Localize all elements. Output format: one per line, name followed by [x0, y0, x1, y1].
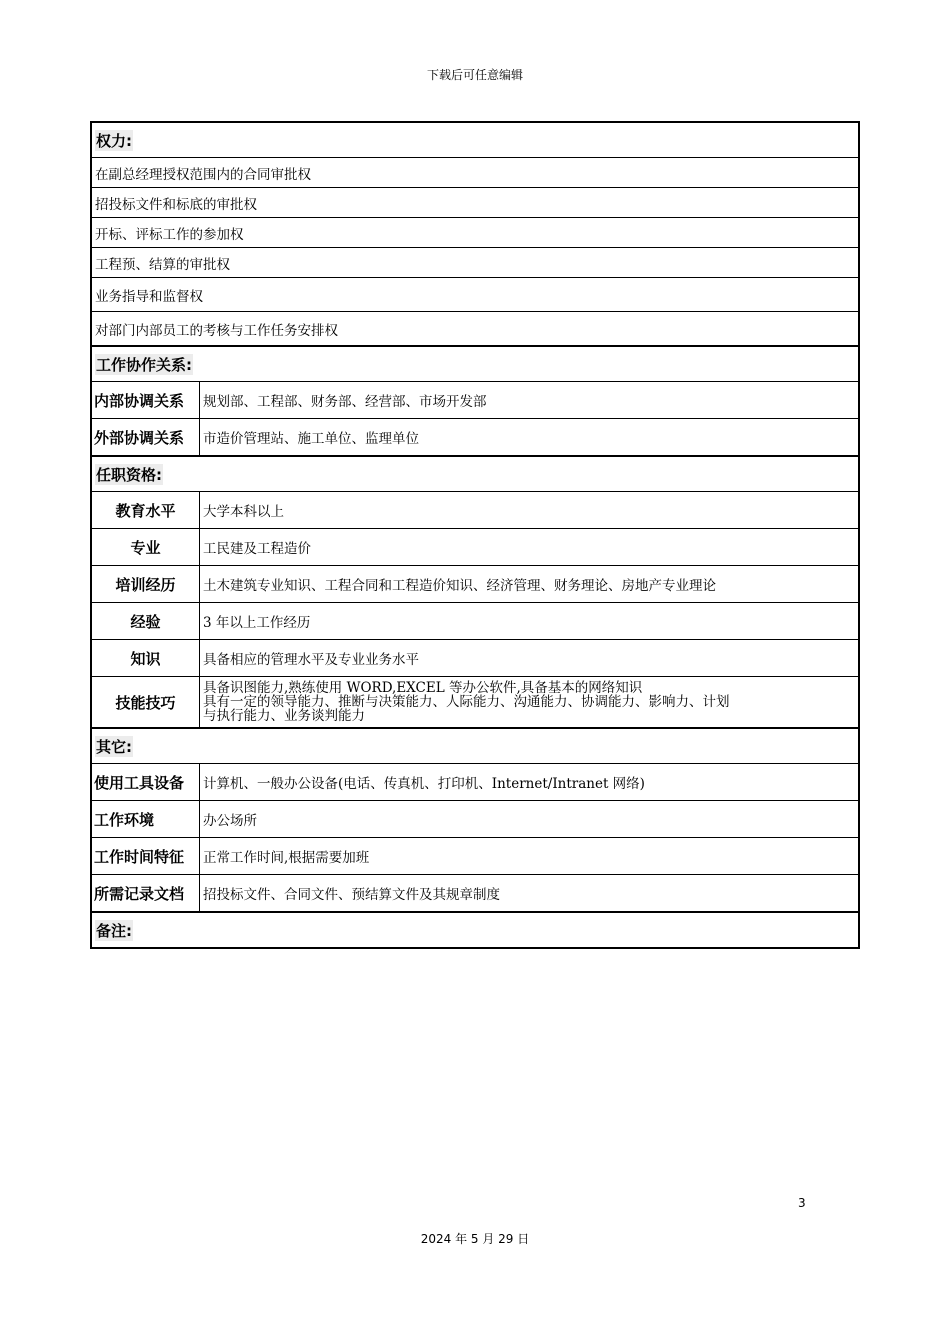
power-item-text: 开标、评标工作的参加权 [95, 226, 244, 243]
other-value: 招投标文件、合同文件、预结算文件及其规章制度 [203, 887, 500, 903]
cooperation-value: 市造价管理站、施工单位、监理单位 [203, 431, 419, 447]
cooperation-label: 内部协调关系 [92, 382, 200, 418]
skills-line: 具备识图能力,熟练使用 WORD,EXCEL 等办公软件,具备基本的网络知识 [203, 680, 643, 696]
header-note: 下载后可任意编辑 [426, 68, 523, 82]
qualification-value: 工民建及工程造价 [203, 541, 311, 557]
skills-line: 与执行能力、业务谈判能力 [203, 708, 365, 724]
cooperation-value: 规划部、工程部、财务部、经营部、市场开发部 [203, 394, 487, 410]
other-row-tools [92, 764, 858, 801]
power-item [92, 312, 858, 347]
qualifications-section-header [92, 457, 858, 492]
qualification-row-skills [92, 677, 858, 729]
qualification-label: 技能技巧 [92, 677, 200, 727]
other-value: 办公场所 [203, 813, 257, 829]
power-item [92, 158, 858, 188]
qualification-row-experience [92, 603, 858, 640]
cooperation-row-internal [92, 382, 858, 419]
qualification-row-knowledge [92, 640, 858, 677]
page-number: 3 [798, 1196, 806, 1210]
power-item-text: 招投标文件和标底的审批权 [95, 196, 257, 213]
other-row-hours [92, 838, 858, 875]
power-item [92, 218, 858, 248]
cooperation-title: 工作协作关系: [96, 355, 192, 374]
other-value: 正常工作时间,根据需要加班 [203, 850, 370, 866]
job-description-table [90, 121, 860, 949]
skills-value [200, 677, 858, 727]
qualification-label: 知识 [92, 640, 200, 676]
power-item-text: 对部门内部员工的考核与工作任务安排权 [95, 322, 338, 339]
cooperation-row-external [92, 419, 858, 457]
qualification-value: 具备相应的管理水平及专业业务水平 [203, 652, 419, 668]
power-item [92, 188, 858, 218]
cooperation-section-header [92, 347, 858, 382]
qualification-value: 土木建筑专业知识、工程合同和工程造价知识、经济管理、财务理论、房地产专业理论 [203, 578, 716, 594]
power-item [92, 248, 858, 278]
power-item-text: 工程预、结算的审批权 [95, 256, 230, 273]
other-section-header [92, 729, 858, 764]
other-value: 计算机、一般办公设备(电话、传真机、打印机、Internet/Intranet 网络) [203, 776, 645, 792]
power-item-text: 在副总经理授权范围内的合同审批权 [95, 166, 311, 183]
qualification-row-education [92, 492, 858, 529]
other-label: 工作环境 [92, 801, 200, 837]
skills-line: 具有一定的领导能力、推断与决策能力、人际能力、沟通能力、协调能力、影响力、计划 [203, 694, 730, 710]
qualification-row-major [92, 529, 858, 566]
other-label: 使用工具设备 [92, 764, 200, 800]
other-row-documents [92, 875, 858, 913]
powers-title: 权力: [96, 131, 132, 150]
qualification-row-training [92, 566, 858, 603]
qualifications-title: 任职资格: [96, 465, 162, 484]
other-title: 其它: [96, 737, 132, 756]
qualification-label: 经验 [92, 603, 200, 639]
other-label: 工作时间特征 [92, 838, 200, 874]
other-row-environment [92, 801, 858, 838]
remarks-title: 备注: [96, 921, 132, 940]
remarks-section-header [92, 913, 858, 947]
other-label: 所需记录文档 [92, 875, 200, 911]
qualification-label: 培训经历 [92, 566, 200, 602]
qualification-label: 教育水平 [92, 492, 200, 528]
qualification-value: 大学本科以上 [203, 504, 284, 520]
power-item [92, 278, 858, 312]
qualification-value: 3 年以上工作经历 [203, 615, 311, 631]
power-item-text: 业务指导和监督权 [95, 288, 203, 305]
qualification-label: 专业 [92, 529, 200, 565]
cooperation-label: 外部协调关系 [92, 419, 200, 455]
footer-date: 2024 年 5 月 29 日 [420, 1232, 530, 1246]
powers-section-header [92, 123, 858, 158]
